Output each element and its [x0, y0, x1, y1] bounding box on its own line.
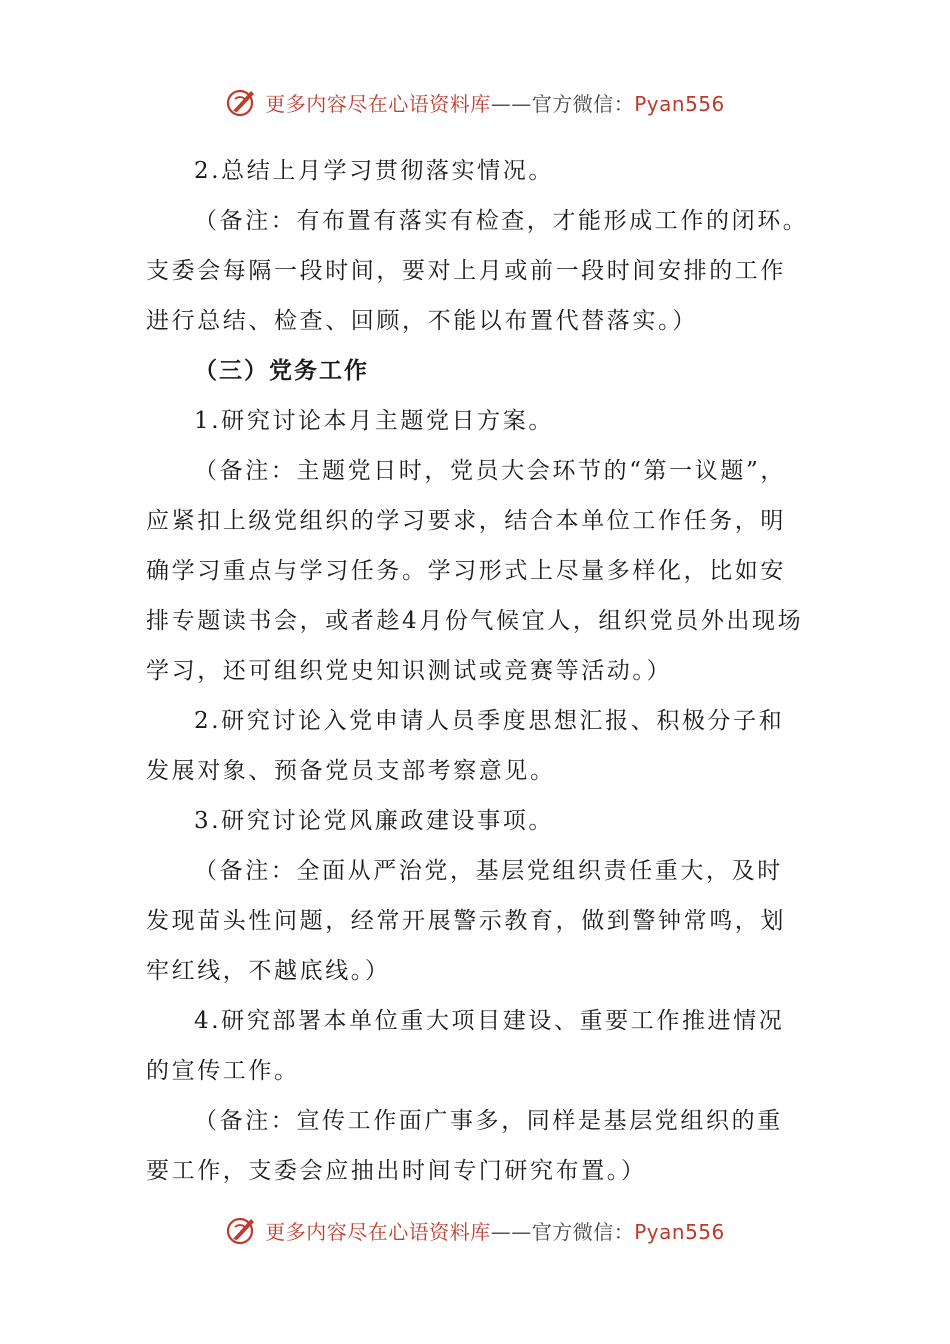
header-watermark-text	[265, 88, 725, 117]
note-line: 牢红线，不越底线。）	[146, 958, 391, 984]
item-2-applicants: 2.研究讨论入党申请人员季度思想汇报、积极分子和	[194, 708, 785, 734]
note-line: （备注：宣传工作面广事多，同样是基层党组织的重	[194, 1108, 783, 1134]
note-line: 确学习重点与学习任务。学习形式上尽量多样化，比如安	[146, 558, 786, 584]
note-line: （备注：全面从严治党，基层党组织责任重大，及时	[194, 858, 783, 884]
note-line: 发现苗头性问题，经常开展警示教育，做到警钟常鸣，划	[146, 908, 786, 934]
footer-site-name: 更多内容尽在心语资料库	[265, 1219, 491, 1244]
footer-separator: ——	[490, 1219, 532, 1244]
section-heading-party-affairs: （三）党务工作	[194, 358, 369, 384]
item-1-theme-day: 1.研究讨论本月主题党日方案。	[194, 408, 554, 434]
header-watermark-banner	[0, 82, 950, 122]
footer-watermark-text	[265, 1216, 725, 1245]
item-2-summary: 2.总结上月学习贯彻落实情况。	[194, 158, 554, 184]
item-4-continued: 的宣传工作。	[146, 1058, 300, 1084]
header-wechat-label: 官方微信：	[531, 91, 635, 116]
note-line: 支委会每隔一段时间，要对上月或前一段时间安排的工作	[146, 258, 786, 284]
footer-wechat-label: 官方微信：	[531, 1219, 635, 1244]
header-wechat-handle: Pyan556	[634, 91, 725, 116]
footer-watermark-banner	[0, 1210, 950, 1250]
document-body	[146, 146, 826, 1196]
quill-logo-icon	[225, 1213, 259, 1247]
footer-wechat-handle: Pyan556	[634, 1219, 725, 1244]
item-3-integrity: 3.研究讨论党风廉政建设事项。	[194, 808, 554, 834]
quill-logo-icon	[225, 85, 259, 119]
note-line: 进行总结、检查、回顾，不能以布置代替落实。）	[146, 308, 698, 334]
header-separator: ——	[490, 91, 532, 116]
item-4-publicity: 4.研究部署本单位重大项目建设、重要工作推进情况	[194, 1008, 785, 1034]
note-line: 学习，还可组织党史知识测试或竞赛等活动。）	[146, 658, 673, 684]
note-line: 应紧扣上级党组织的学习要求，结合本单位工作任务，明	[146, 508, 786, 534]
note-line: （备注：主题党日时，党员大会环节的“第一议题”，	[194, 458, 786, 484]
note-line: （备注：有布置有落实有检查，才能形成工作的闭环。	[194, 208, 809, 234]
header-site-name: 更多内容尽在心语资料库	[265, 91, 491, 116]
note-line: 要工作，支委会应抽出时间专门研究布置。）	[146, 1158, 647, 1184]
note-line: 排专题读书会，或者趁4月份气候宜人，组织党员外出现场	[146, 608, 804, 634]
item-2-continued: 发展对象、预备党员支部考察意见。	[146, 758, 556, 784]
